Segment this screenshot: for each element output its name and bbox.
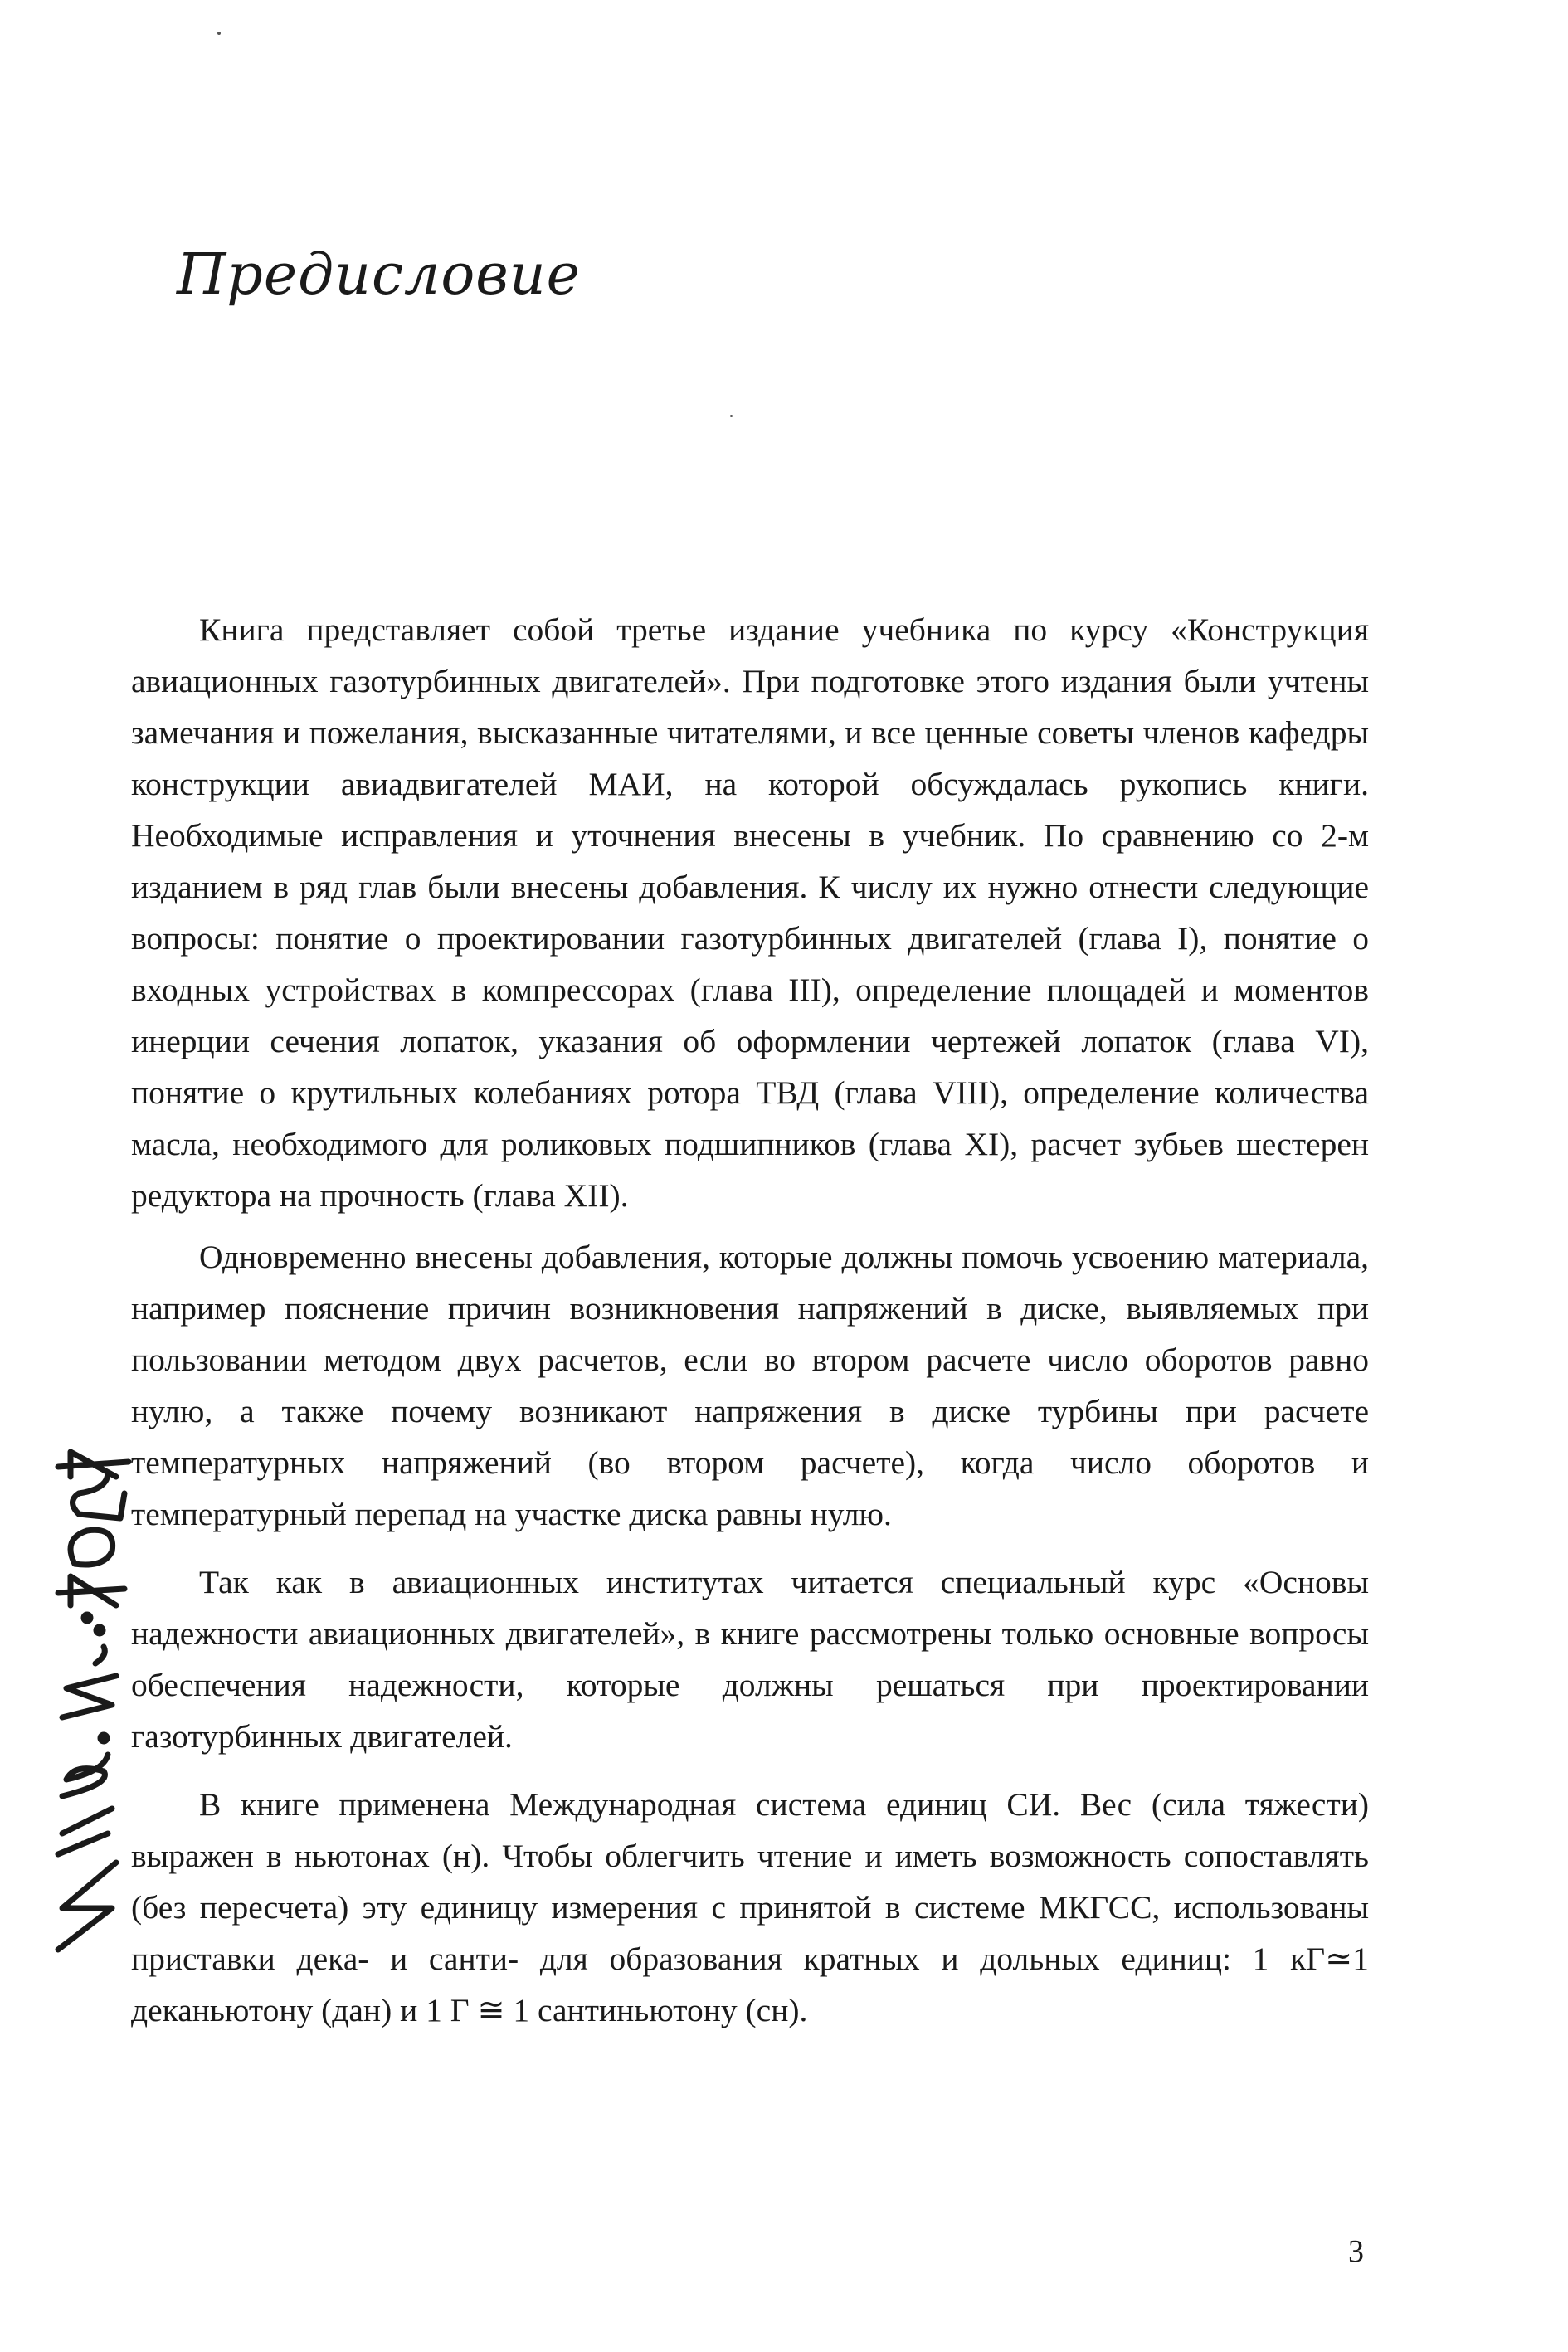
- scan-speck: [217, 32, 221, 35]
- paragraph-4: В книге применена Международная система единиц СИ. Вес (сила тяжести) выражен в ньютонах (н). Чтобы облегчить чтение и иметь возможность сопоставлять (без пересчета) эту единицу измерения с принятой в системе МКГСС, использованы приставки дека- и санти- для образования кратных и дольных единиц: 1 кГ≃1 деканьютону (дан) и 1 Г ≅ 1 сантиньютону (сн).: [131, 1786, 1369, 2028]
- page-number: 3: [1348, 2234, 1364, 2269]
- handwriting-icon: [25, 1444, 149, 1975]
- page-title: Предисловие: [177, 242, 581, 308]
- body-text: [131, 604, 1369, 2046]
- paragraph-2: Одновременно внесены добавления, которые должны помочь усвоению материала, например пояснение причин возникновения напряжений в диске, выявляемых при пользовании методом двух расчетов, если во втором расчете число оборотов равно нулю, а также почему возникают напряжения в диске турбины при расчете температурных напряжений (во втором расчете), когда число оборотов и температурный перепад на участке диска равны нулю.: [131, 1239, 1369, 1532]
- handwritten-inventory-note: [25, 1444, 149, 1975]
- scan-speck: [730, 415, 733, 417]
- paragraph-3: Так как в авиационных институтах читается специальный курс «Основы надежности авиационных двигателей», в книге рассмотрены только основные вопросы обеспечения надежности, которые должны решаться при проектировании газотурбинных двигателей.: [131, 1564, 1369, 1755]
- paragraph-1: Книга представляет собой третье издание учебника по курсу «Конструкция авиационных газотурбинных двигателей». При подготовке этого издания были учтены замечания и пожелания, высказанные читателями, и все ценные советы членов кафедры конструкции авиадвигателей МАИ, на которой обсуждалась рукопись книги. Необходимые исправления и уточнения внесены в учебник. По сравнению со 2-м изданием в ряд глав были внесены добавления. К числу их нужно отнести следующие вопросы: понятие о проектировании газотурбинных двигателей (глава I), понятие о входных устройствах в компрессорах (глава III), определение площадей и моментов инерции сечения лопаток, указания об оформлении чертежей лопаток (глава VI), понятие о крутильных колебаниях ротора ТВД (глава VIII), определение количества масла, необходимого для роликовых подшипников (глава XI), расчет зубьев шестерен редуктора на прочность (глава XII).: [131, 611, 1369, 1214]
